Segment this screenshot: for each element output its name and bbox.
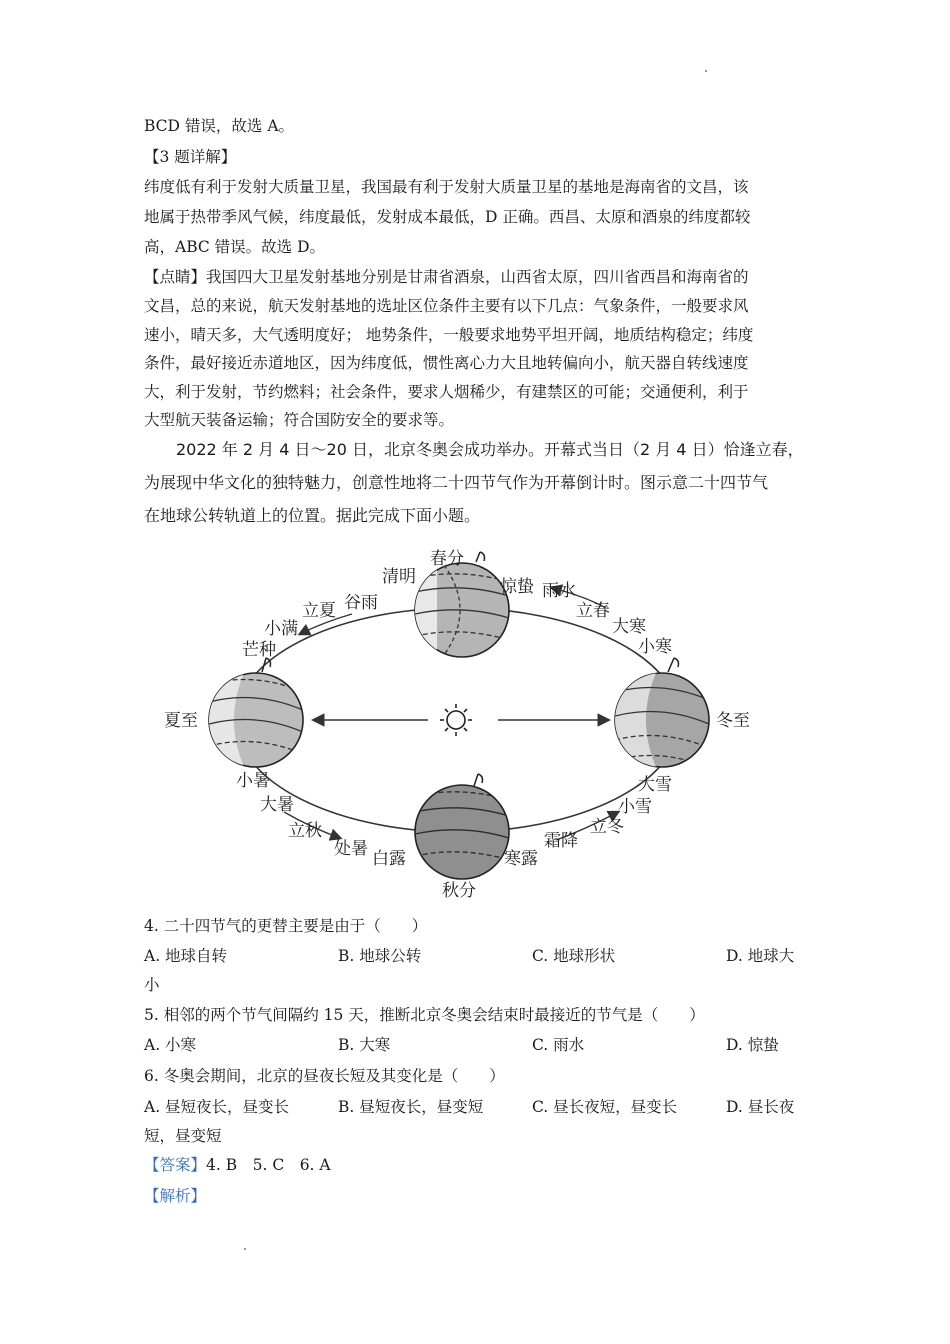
option-c: C. 地球形状 [532,947,616,965]
term-label: 芒种 [242,640,276,660]
term-label: 小寒 [638,637,672,657]
term-label: 大雪 [638,775,672,795]
intro-line: 为展现中华文化的独特魅力，创意性地将二十四节气作为开幕倒计时。图示意二十四节气 [144,473,769,492]
solar-terms-orbit-diagram [144,540,820,902]
answer-label: 【答案】 [144,1156,207,1174]
option-d: D. 地球大 [726,947,795,965]
option-a: A. 昼短夜长，昼变长 [144,1098,290,1116]
analysis-label: 【解析】 [144,1187,207,1205]
question-stem: 6. 冬奥会期间，北京的昼夜长短及其变化是（ ） [144,1067,505,1085]
term-label: 小暑 [236,771,270,791]
text-line: 高，ABC 错误。故选 D。 [144,238,326,256]
option-c: C. 昼长夜短，昼变长 [532,1098,678,1116]
text-line: 大，利于发射，节约燃料；社会条件，要求人烟稀少，有建禁区的可能；交通便利，利于 [144,383,749,401]
text-line: 条件，最好接近赤道地区，因为纬度低，惯性离心力大且地转偏向小，航天器自转线速度 [144,354,749,372]
section-heading: 【3 题详解】 [144,148,237,166]
term-label: 立夏 [302,601,336,621]
sun-icon [440,704,472,736]
term-label: 冬至 [716,711,750,731]
term-label: 寒露 [504,849,538,869]
term-label: 小雪 [618,797,652,817]
answer-row [144,1155,331,1175]
option-d: D. 昼长夜 [726,1098,795,1116]
text-line: 速小，晴天多，大气透明度好； 地势条件，一般要求地势平坦开阔，地质结构稳定；纬度 [144,326,754,344]
text-line: 【点睛】我国四大卫星发射基地分别是甘肃省酒泉，山西省太原，四川省西昌和海南省的 [144,268,749,286]
term-label: 小满 [264,619,298,639]
term-label: 立冬 [590,817,624,837]
option-d-continued: 小 [144,976,160,994]
answer-text: 4. B 5. C 6. A [206,1156,331,1174]
term-label: 大寒 [612,617,646,637]
term-label: 雨水 [542,581,576,601]
text-line: BCD 错误，故选 A。 [144,117,295,135]
option-d: D. 惊蛰 [726,1036,779,1054]
text-line: 纬度低有利于发射大质量卫星，我国最有利于发射大质量卫星的基地是海南省的文昌，该 [144,178,749,196]
question-stem: 5. 相邻的两个节气间隔约 15 天，推断北京冬奥会结束时最接近的节气是（ ） [144,1006,705,1024]
text-line: 大型航天装备运输；符合国防安全的要求等。 [144,411,455,429]
term-label: 大暑 [260,795,294,815]
earth-autumn-equinox [415,774,509,879]
option-b: B. 地球公转 [338,947,422,965]
intro-line: 2022 年 2 月 4 日～20 日，北京冬奥会成功举办。开幕式当日（2 月 4 日）恰逢立春， [176,440,804,459]
term-label: 夏至 [164,711,198,731]
text-line: 文昌，总的来说，航天发射基地的选址区位条件主要有以下几点：气象条件，一般要求风 [144,297,749,315]
term-label: 惊蛰 [500,577,534,597]
term-label: 霜降 [544,831,578,851]
option-c: C. 雨水 [532,1036,585,1054]
option-d-continued: 短，昼变短 [144,1127,222,1145]
term-label: 立秋 [288,821,322,841]
term-label: 处暑 [334,839,368,859]
option-a: A. 小寒 [144,1036,197,1054]
option-b: B. 昼短夜长，昼变短 [338,1098,484,1116]
option-a: A. 地球自转 [144,947,228,965]
option-b: B. 大寒 [338,1036,391,1054]
term-label: 秋分 [442,881,476,901]
term-label: 白露 [372,849,406,869]
question-stem: 4. 二十四节气的更替主要是由于（ ） [144,917,428,935]
scan-dot [244,1248,246,1250]
term-label: 春分 [430,549,464,569]
scan-dot [705,70,707,72]
term-label: 立春 [576,601,610,621]
earth-summer-solstice [209,658,303,767]
intro-line: 在地球公转轨道上的位置。据此完成下面小题。 [144,506,481,525]
earth-winter-solstice [615,658,709,768]
term-label: 谷雨 [344,593,378,613]
term-label: 清明 [382,567,416,587]
text-line: 地属于热带季风气候，纬度最低，发射成本最低，D 正确。西昌、太原和酒泉的纬度都较 [144,208,751,226]
